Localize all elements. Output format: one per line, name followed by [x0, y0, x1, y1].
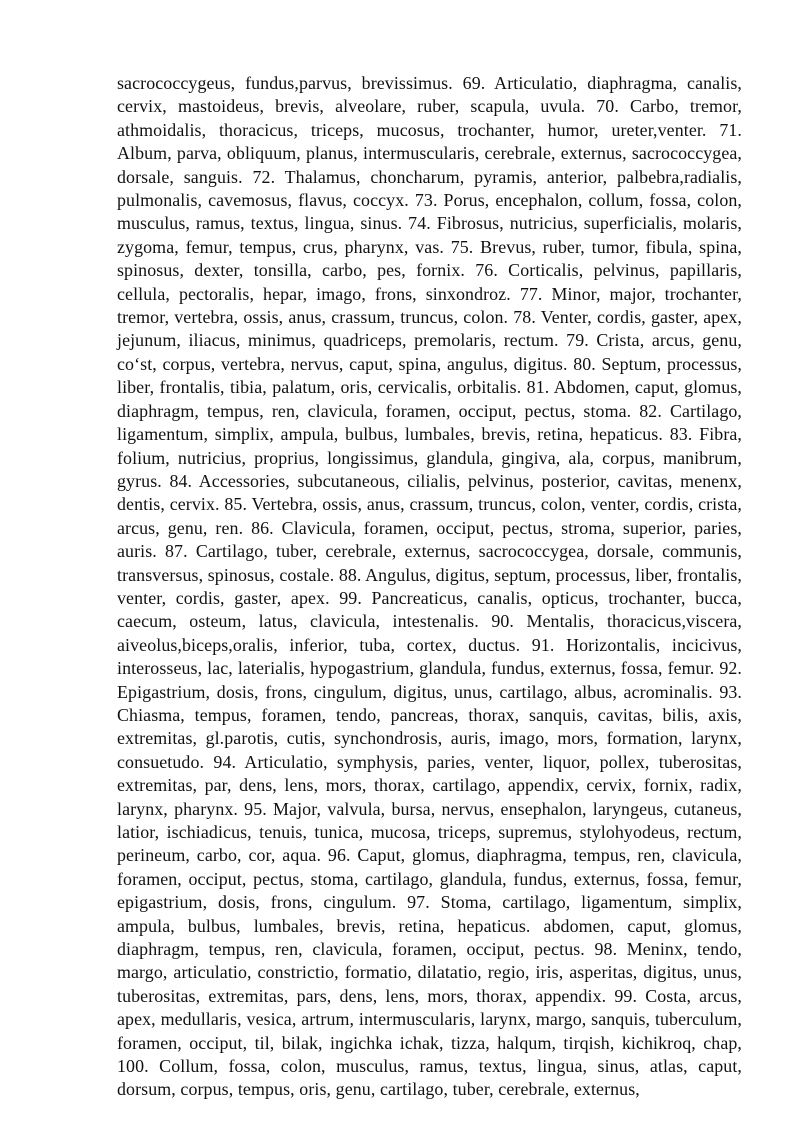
document-body [117, 72, 742, 1102]
paragraph-text: sacrococcygeus, fundus,parvus, brevissimus. 69. Articulatio, diaphragma, canalis, cervix, mastoideus, brevis, alveolare, ruber, scapula, uvula. 70. Carbo, tremor, athmoidalis, thoracicus, triceps, mucosus, trochanter, humor, ureter,venter. 71. Album, parva, obliquum, planus, intermuscularis, cerebrale, externus, sacrococcygea, dorsale, sanguis. 72. Thalamus, choncharum, pyramis, anterior, palbebra,radialis, pulmonalis, cavemosus, flavus, coccyx. 73. Porus, encephalon, collum, fossa, colon, musculus, ramus, textus, lingua, sinus. 74. Fibrosus, nutricius, superficialis, molaris, zygoma, femur, tempus, crus, pharynx, vas. 75. Brevus, ruber, tumor, fibula, spina, spinosus, dexter, tonsilla, carbo, pes, fornix. 76. Corticalis, pelvinus, papillaris, cellula, pectoralis, hepar, imago, frons, sinxondroz. 77. Minor, major, trochanter, tremor, vertebra, ossis, anus, crassum, truncus, colon. 78. Venter, cordis, gaster, apex, jejunum, iliacus, minimus, quadriceps, premolaris, rectum. 79. Crista, arcus, genu, co‘st, corpus, vertebra, nervus, caput, spina, angulus, digitus. 80. Septum, processus, liber, frontalis, tibia, palatum, oris, cervicalis, orbitalis. 81. Abdomen, caput, glomus, diaphragm, tempus, ren, clavicula, foramen, occiput, pectus, stoma. 82. Cartilago, ligamentum, simplix, ampula, bulbus, lumbales, brevis, retina, hepaticus. 83. Fibra, folium, nutricius, proprius, longissimus, glandula, gingiva, ala, corpus, manibrum, gyrus. 84. Accessories, subcutaneous, cilialis, pelvinus, posterior, cavitas, menenx, dentis, cervix. 85. Vertebra, ossis, anus, crassum, truncus, colon, venter, cordis, crista, arcus, genu, ren. 86. Clavicula, foramen, occiput, pectus, stroma, superior, paries, auris. 87. Cartilago, tuber, cerebrale, externus, sacrococcygea, dorsale, communis, transversus, spinosus, costale. 88. Angulus, digitus, septum, processus, liber, frontalis, venter, cordis, gaster, apex. 99. Pancreaticus, canalis, opticus, trochanter, bucca, caecum, osteum, latus, clavicula, intestenalis. 90. Mentalis, thoracicus,viscera, aiveolus,biceps,oralis, inferior, tuba, cortex, ductus. 91. Horizontalis, incicivus, interosseus, lac, laterialis, hypogastrium, glandula, fundus, externus, fossa, femur. 92. Epigastrium, dosis, frons, cingulum, digitus, unus, cartilago, albus, acrominalis. 93. Chiasma, tempus, foramen, tendo, pancreas, thorax, sanquis, cavitas, bilis, axis, extremitas, gl.parotis, cutis, synchondrosis, auris, imago, mors, formation, larynx, consuetudo. 94. Articulatio, symphysis, paries, venter, liquor, pollex, tuberositas, extremitas, par, dens, lens, mors, thorax, cartilago, appendix, cervix, fornix, radix, larynx, pharynx. 95. Major, valvula, bursa, nervus, ensephalon, laryngeus, cutaneus, latior, ischiadicus, tenuis, tunica, mucosa, triceps, supremus, stylohyodeus, rectum, perineum, carbo, cor, aqua. 96. Caput, glomus, diaphragma, tempus, ren, clavicula, foramen, occiput, pectus, stoma, cartilago, glandula, fundus, externus, fossa, femur, epigastrium, dosis, frons, cingulum. 97. Stoma, cartilago, ligamentum, simplix, ampula, bulbus, lumbales, brevis, retina, hepaticus. abdomen, caput, glomus, diaphragm, tempus, ren, clavicula, foramen, occiput, pectus. 98. Meninx, tendo, margo, articulatio, constrictio, formatio, dilatatio, regio, iris, asperitas, digitus, unus, tuberositas, extremitas, pars, dens, lens, mors, thorax, appendix. 99. Costa, arcus, apex, medullaris, vesica, artrum, intermuscularis, larynx, margo, sanquis, tuberculum, foramen, occiput, til, bilak, ingichka ichak, tizza, halqum, tirqish, kichikroq, chap, 100. Collum, fossa, colon, musculus, ramus, textus, lingua, sinus, atlas, caput, dorsum, corpus, tempus, oris, genu, cartilago, tuber, cerebrale, externus, [117, 73, 742, 1100]
